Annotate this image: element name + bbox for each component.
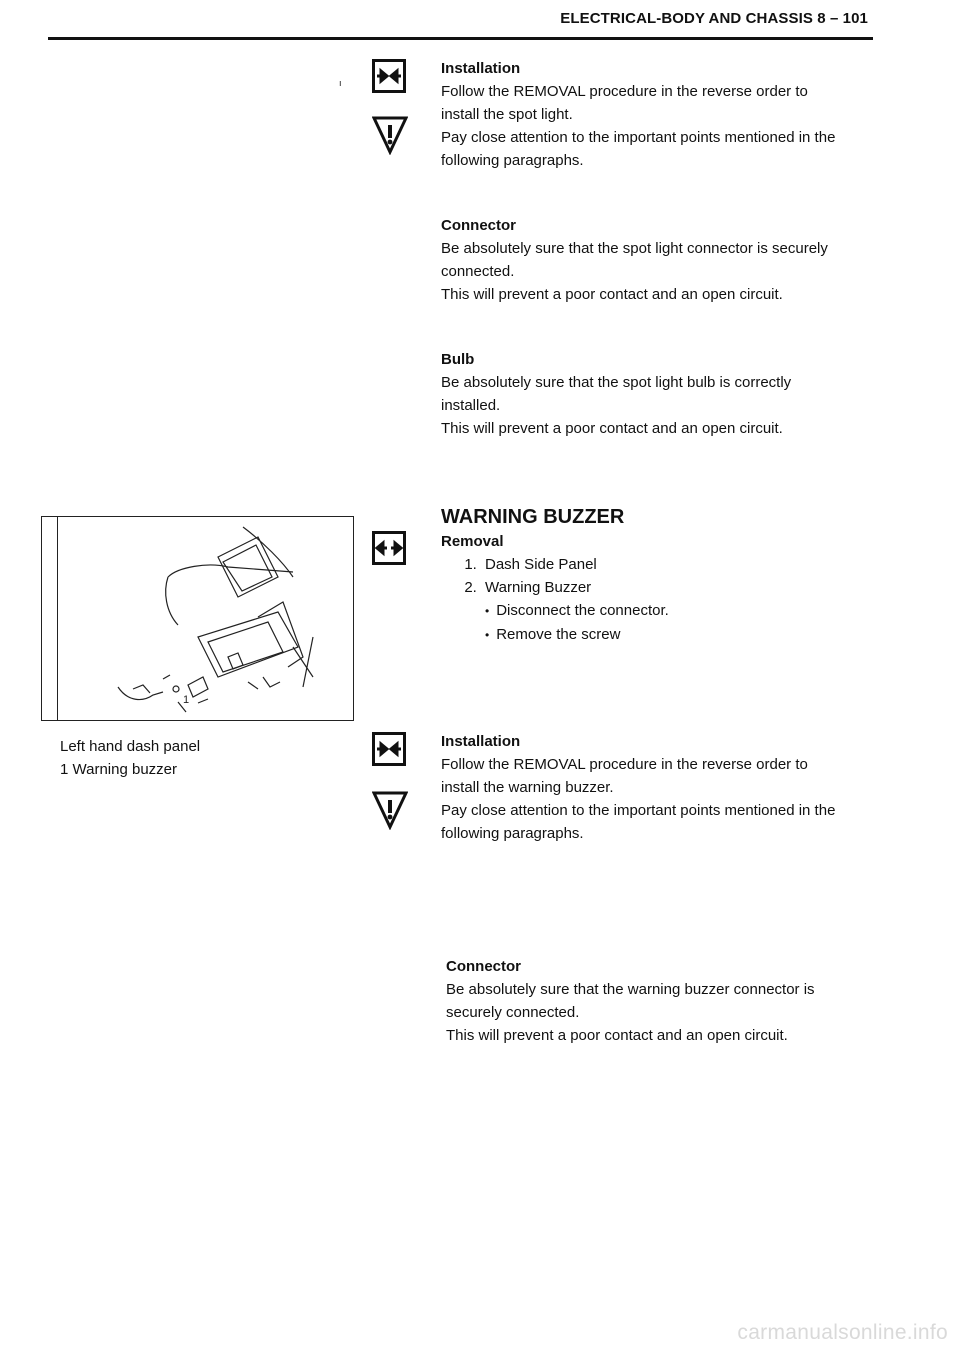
body-line: installed. — [441, 397, 501, 414]
caution-triangle-icon — [372, 790, 408, 830]
step-item: 1. Dash Side Panel — [481, 553, 901, 576]
header-rule — [48, 37, 873, 40]
body-line: Pay close attention to the important points mentioned in the — [441, 129, 836, 146]
section-heading: Connector — [446, 958, 521, 975]
body-line: Follow the REMOVAL procedure in the reverse order to — [441, 83, 808, 100]
remove-arrows-icon — [372, 531, 406, 565]
figure-callout: 1 — [183, 694, 190, 706]
spotlight-bulb-section — [441, 348, 901, 440]
body-line: Be absolutely sure that the spot light bulb is correctly — [441, 374, 792, 391]
removal-heading: Removal — [441, 533, 504, 550]
substep-item: • Remove the screw — [499, 623, 901, 647]
section-heading: Connector — [441, 217, 516, 234]
section-heading: Bulb — [441, 351, 475, 368]
buzzer-installation-section — [441, 730, 901, 845]
body-line: Pay close attention to the important points mentioned in the — [441, 802, 836, 819]
section-title: WARNING BUZZER — [441, 506, 625, 528]
body-line: Be absolutely sure that the warning buzzer connector is — [446, 981, 815, 998]
dash-panel-illustration — [58, 517, 352, 720]
removal-substeps — [441, 599, 901, 647]
body-line: install the warning buzzer. — [441, 779, 614, 796]
page-header-title: ELECTRICAL-BODY AND CHASSIS 8 – 101 — [560, 10, 868, 27]
install-arrows-icon — [372, 59, 406, 93]
install-arrows-icon — [372, 732, 406, 766]
body-line: Be absolutely sure that the spot light connector is securely — [441, 240, 828, 257]
substep-item: • Disconnect the connector. — [499, 599, 901, 623]
body-line: following paragraphs. — [441, 825, 584, 842]
spotlight-installation-section — [441, 57, 901, 172]
body-line: install the spot light. — [441, 106, 573, 123]
body-line: This will prevent a poor contact and an open circuit. — [441, 286, 783, 303]
body-line: This will prevent a poor contact and an open circuit. — [441, 420, 783, 437]
stray-mark: ı — [339, 78, 342, 88]
caption-line: Left hand dash panel — [60, 738, 201, 755]
section-heading: Installation — [441, 733, 521, 750]
figure-caption — [60, 735, 200, 781]
removal-steps — [441, 553, 901, 599]
caption-line: 1 Warning buzzer — [60, 761, 177, 778]
body-line: securely connected. — [446, 1004, 580, 1021]
spotlight-connector-section — [441, 214, 901, 306]
step-item: 2. Warning Buzzer — [481, 576, 901, 599]
watermark-text: carmanualsonline.info — [737, 1321, 948, 1344]
body-line: This will prevent a poor contact and an open circuit. — [446, 1027, 788, 1044]
body-line: connected. — [441, 263, 515, 280]
section-heading: Installation — [441, 60, 521, 77]
dash-panel-figure — [41, 516, 354, 721]
buzzer-connector-section — [446, 955, 906, 1047]
body-line: Follow the REMOVAL procedure in the reverse order to — [441, 756, 808, 773]
warning-buzzer-section — [441, 504, 901, 647]
body-line: following paragraphs. — [441, 152, 584, 169]
caution-triangle-icon — [372, 115, 408, 155]
